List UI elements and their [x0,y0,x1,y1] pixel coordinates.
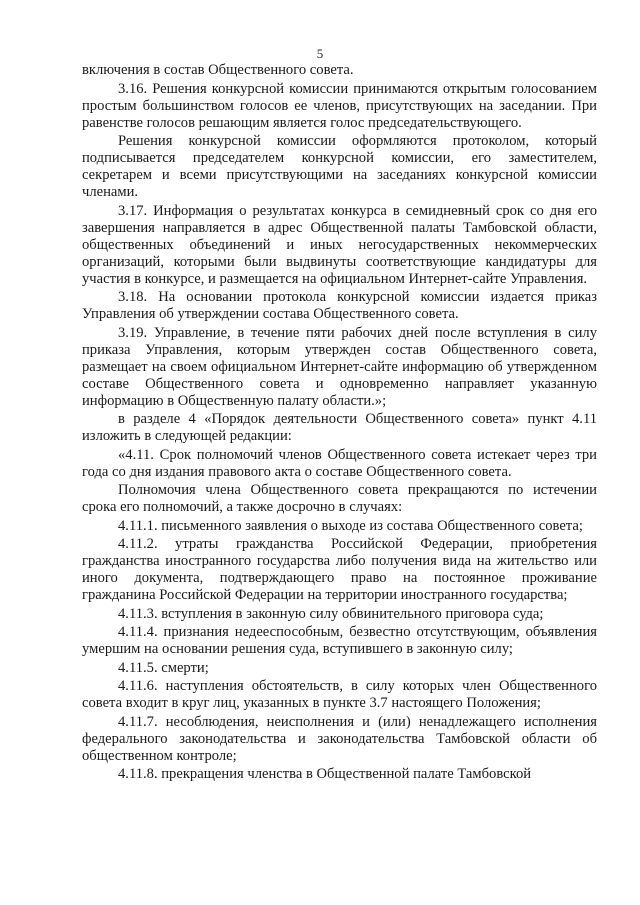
paragraph-4-11-3: 4.11.3. вступления в законную силу обвинительного приговора суда; [118,605,544,622]
paragraph-continuation: включения в состав Общественного совета. [82,62,354,78]
paragraph-4-11-5: 4.11.5. смерти; [118,659,209,676]
paragraph-3-16: 3.16. Решения конкурсной комиссии принимаются открытым голосованием простым большинством голосов ее членов, присутствующих на заседании. При равенстве голосов решающим является голос председательствующего. [82,80,597,131]
paragraph-section-4: в разделе 4 «Порядок деятельности Общественного совета» пункт 4.11 изложить в следующей редакции: [82,411,597,444]
document-body [82,62,597,785]
paragraph-4-11-1: 4.11.1. письменного заявления о выходе из состава Общественного совета; [118,517,583,534]
paragraph-4-11-4: 4.11.4. признания недееспособным, безвестно отсутствующим, объявления умершим на основании решения суда, вступившего в законную силу; [82,624,597,657]
page-number: 5 [316,46,324,61]
paragraph-4-11: «4.11. Срок полномочий членов Общественного совета истекает через три года со дня издания правового акта о составе Общественного совета. [82,446,597,480]
paragraph-3-17: 3.17. Информация о результатах конкурса в семидневный срок со дня его завершения направляется в адрес Общественной палаты Тамбовской области, общественных объединений и иных негосударственных некоммерческих организаций, которыми были выдвинуты соответствующие кандидатуры для участия в конкурсе, и размещается на официальном Интернет-сайте Управления. [82,202,597,287]
paragraph-4-11-6: 4.11.6. наступления обстоятельств, в силу которых член Общественного совета входит в круг лиц, указанных в пункте 3.7 настоящего Положения; [82,678,597,711]
paragraph-3-19: 3.19. Управление, в течение пяти рабочих дней после вступления в силу приказа Управления, которым утвержден состав Общественного совета, размещает на своем официальном Интернет-сайте информацию об утвержденном составе Общественного совета и одновременно направляет указанную информацию в Общественную палату области.»; [82,324,597,409]
paragraph-4-11-8: 4.11.8. прекращения членства в Общественной палате Тамбовской [118,766,532,782]
paragraph-powers: Полномочия члена Общественного совета прекращаются по истечении срока его полномочий, а также досрочно в случаях: [82,482,597,515]
paragraph-4-11-7: 4.11.7. несоблюдения, неисполнения и (или) ненадлежащего исполнения федерального законодательства и законодательства Тамбовской области об общественном контроле; [82,713,597,764]
paragraph-3-18: 3.18. На основании протокола конкурсной комиссии издается приказ Управления об утверждении состава Общественного совета. [82,289,597,322]
paragraph-protocol: Решения конкурсной комиссии оформляются протоколом, который подписывается председателем конкурсной комиссии, его заместителем, секретарем и всеми присутствующими на заседаниях конкурсной комиссии членами. [82,133,597,200]
paragraph-4-11-2: 4.11.2. утраты гражданства Российской Федерации, приобретения гражданства иностранного государства либо получения вида на жительство или иного документа, подтверждающего право на постоянное проживание гражданина Российской Федерации на территории иностранного государства; [82,536,597,603]
